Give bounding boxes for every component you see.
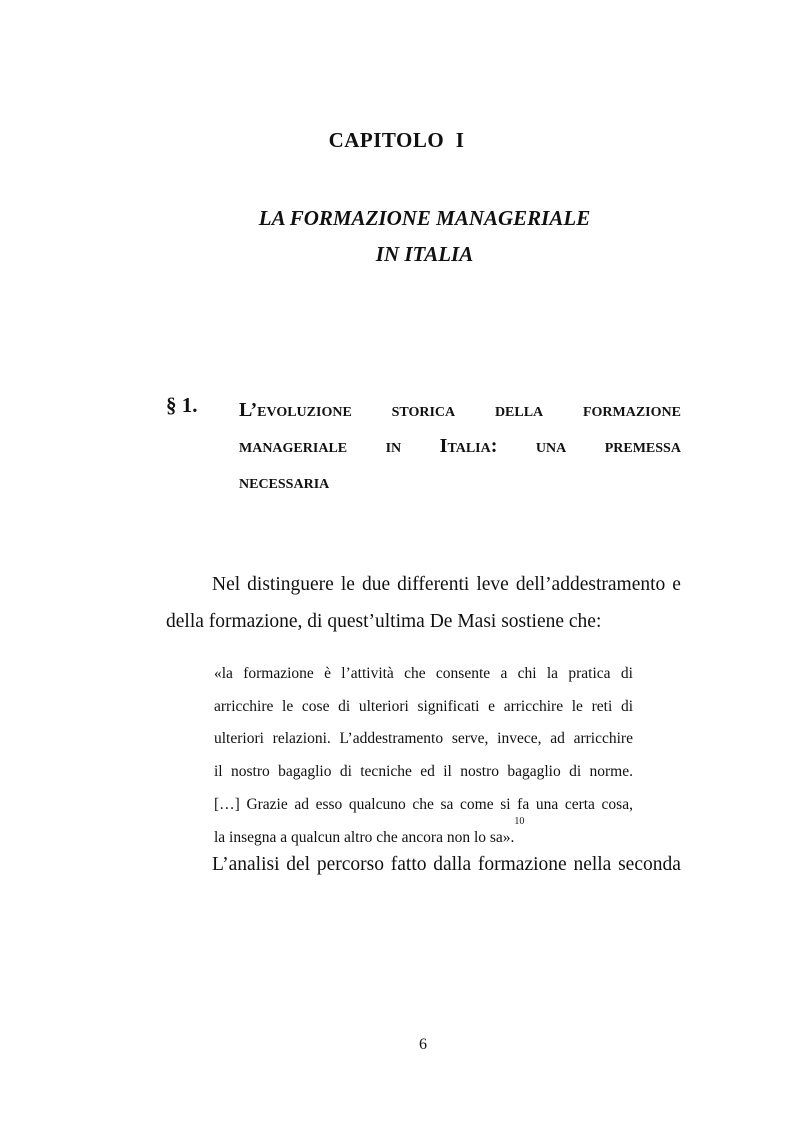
paragraph [166,566,681,640]
word: le [571,697,583,715]
word: fatto [390,854,427,875]
section-heading-line [239,464,681,500]
word: seconda [618,854,681,875]
word: in [385,435,402,457]
word: relazioni. [272,730,331,748]
word: di [620,665,633,682]
footnote-ref[interactable]: 10 [514,815,525,827]
word: fa [517,795,530,813]
word: L’evoluzione [239,399,352,421]
word: formazione [243,665,314,682]
word: manageriale [239,435,348,457]
word: esso [315,795,343,813]
word: qualcuno [348,795,406,813]
word: percorso [316,854,384,875]
section-heading-line [239,392,681,428]
word: significati [417,697,480,715]
word: le [282,697,294,715]
word: nostro [460,763,499,781]
word: ed [420,763,435,781]
chapter-title [0,200,793,272]
word: certa [564,795,595,813]
paragraph-line [166,846,681,883]
word: differenti [397,574,470,595]
chapter-title-line: LA FORMAZIONE MANAGERIALE [258,206,591,230]
word: Nel [212,574,241,595]
word: nostro [230,763,270,781]
word: arricchire [214,697,274,715]
word: distinguere [247,574,334,595]
word: sa [440,795,454,813]
chapter-label: CAPITOLO I [328,128,465,152]
quote-line [214,658,633,691]
word: del [286,854,311,875]
word: premessa [604,435,681,457]
paragraph-line [166,566,681,603]
quote-line [214,756,633,789]
word: bagaglio [278,763,332,781]
word: invece, [497,730,542,748]
word: a [500,665,508,682]
word: reti [591,697,613,715]
word: cosa, [601,795,633,813]
word: «la [214,665,233,682]
word: pratica [568,665,611,682]
word: della [494,399,544,421]
word: serve, [451,730,489,748]
word: si [500,795,511,813]
word: due [361,574,391,595]
paragraph-line [166,603,681,640]
word: ad [550,730,565,748]
word: consente [435,665,491,682]
word: ad [294,795,309,813]
word: una [535,435,567,457]
word: ulteriori [214,730,264,748]
word: di [569,763,582,781]
word: dalla [433,854,472,875]
word: dell’addestramento [515,574,666,595]
word: chi [517,665,537,682]
word: storica [391,399,456,421]
word: ulteriori [358,697,409,715]
word: di [339,763,352,781]
quote-line [214,691,633,724]
word: arricchire [573,730,633,748]
word: Italia: [439,435,498,457]
word: è [324,665,331,682]
word: L’analisi [212,854,280,875]
word: il [443,763,452,781]
word: di [620,697,633,715]
word: necessaria [239,471,330,493]
word: che [412,795,434,813]
word: una [535,795,559,813]
word: formazione [477,854,567,875]
word: cose [301,697,330,715]
word: norme. [589,763,633,781]
word: della formazione, di quest’ultima De Masi sostiene che: [166,611,602,632]
word: e [488,697,496,715]
word: che [404,665,426,682]
section-heading [239,392,681,500]
quote-line [214,789,633,822]
block-quote [214,658,633,854]
word: L’addestramento [339,730,444,748]
quote-line [214,723,633,756]
word: le [340,574,355,595]
word: di [338,697,351,715]
word: il [214,763,223,781]
page-number: 6 [419,1036,427,1053]
word: bagaglio [507,763,561,781]
chapter-title-line: IN ITALIA [375,242,474,266]
word: arricchire [503,697,564,715]
word: nella [573,854,612,875]
word: l’attività [341,665,394,682]
word: la [546,665,559,682]
quote-line: la insegna a qualcun altro che ancora non lo sa». [214,828,515,846]
word: tecniche [360,763,412,781]
section-heading-line [239,428,681,464]
paragraph [166,846,681,883]
word: […] [214,795,240,813]
word: formazione [582,399,681,421]
word: come [460,795,494,813]
word: Grazie [246,795,288,813]
section-number: § 1. [166,393,198,417]
word: leve [476,574,509,595]
word: e [672,574,681,595]
